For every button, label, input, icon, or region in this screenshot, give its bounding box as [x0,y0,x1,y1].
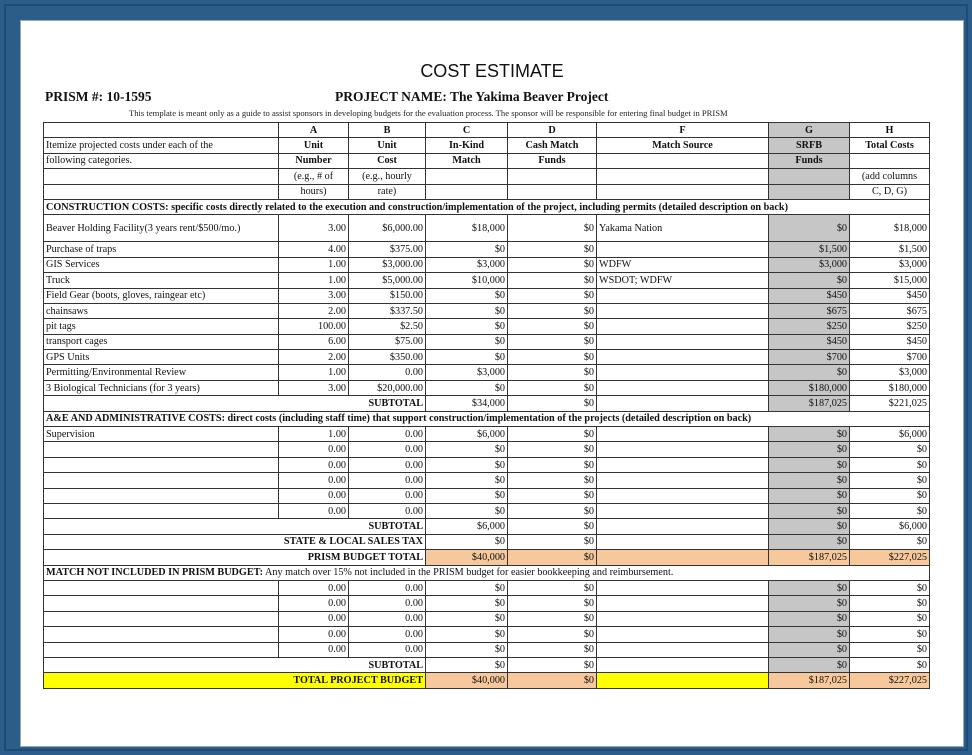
cash-match-cell: $0 [508,442,597,457]
total-cell: $0 [850,596,930,611]
srfb-cell: $0 [769,365,850,380]
unit-cost-header: Unit [349,138,426,153]
table-row [44,442,930,457]
column-header-row-4 [44,184,930,199]
cash-match-cell: $0 [508,457,597,472]
cash-match-cell: $0 [508,365,597,380]
total-cell: $0 [850,442,930,457]
unit-number-hint-2: hours) [279,184,349,199]
item-cell [44,442,279,457]
unit-number-cell: 0.00 [279,503,349,518]
in-kind-header: In-Kind [426,138,508,153]
in-kind-cell: $0 [426,319,508,334]
srfb-cell: $0 [769,488,850,503]
total-cell: $3,000 [850,365,930,380]
cash-match-cell: $0 [508,473,597,488]
in-kind-cell: $34,000 [426,396,508,411]
cash-match-cell: $0 [508,503,597,518]
col-letter-b: B [349,123,426,138]
template-note: This template is meant only as a guide to assist sponsors in developing budgets for the evaluation process. The sponsor will be responsible for entering final budget in PRISM [129,108,728,118]
srfb-cell: $450 [769,334,850,349]
total-cell: $180,000 [850,380,930,395]
unit-number-cell: 2.00 [279,303,349,318]
match-source-cell: WDFW [597,257,769,272]
in-kind-cell: $40,000 [426,550,508,565]
cash-match-cell: $0 [508,427,597,442]
itemize-label-2: following categories. [44,153,279,168]
item-cell [44,473,279,488]
item-cell: Beaver Holding Facility(3 years rent/$500/mo.) [44,215,279,242]
col-letter-f: F [597,123,769,138]
total-cell: $0 [850,534,930,549]
srfb-cell: $0 [769,503,850,518]
unit-number-cell: 0.00 [279,580,349,595]
match-header-description: Any match over 15% not included in the PRISM budget for easier bookkeeping and reimbursement. [263,567,674,579]
item-cell: GPS Units [44,350,279,365]
match-source-cell [597,442,769,457]
unit-number-cell: 0.00 [279,457,349,472]
item-cell: Permitting/Environmental Review [44,365,279,380]
table-row [44,380,930,395]
unit-number-cell: 2.00 [279,350,349,365]
cash-match-cell: $0 [508,334,597,349]
unit-cost-cell: $337.50 [349,303,426,318]
unit-number-cell: 1.00 [279,273,349,288]
in-kind-cell: $0 [426,303,508,318]
total-cell: $0 [850,642,930,657]
col-letter-h: H [850,123,930,138]
cash-match-cell: $0 [508,303,597,318]
window-frame [4,4,968,751]
unit-cost-cell: 0.00 [349,642,426,657]
match-source-cell [597,642,769,657]
sales-tax-row-label: STATE & LOCAL SALES TAX [44,534,426,549]
unit-cost-cell: 0.00 [349,457,426,472]
match-header [44,565,930,580]
match-header-text [44,565,930,580]
in-kind-cell: $0 [426,380,508,395]
table-row [44,334,930,349]
prism-budget-total [44,550,930,565]
unit-number-cell: 1.00 [279,427,349,442]
srfb-header-2: Funds [769,153,850,168]
cash-match-header: Cash Match [508,138,597,153]
match-source-cell [597,334,769,349]
srfb-cell: $0 [769,596,850,611]
total-cell: $675 [850,303,930,318]
table-row [44,488,930,503]
match-source-cell: Yakama Nation [597,215,769,242]
unit-cost-cell: 0.00 [349,611,426,626]
table-row [44,611,930,626]
itemize-label: Itemize projected costs under each of the [44,138,279,153]
in-kind-cell: $0 [426,473,508,488]
item-cell: transport cages [44,334,279,349]
srfb-cell: $0 [769,519,850,534]
srfb-cell: $0 [769,427,850,442]
item-cell [44,488,279,503]
cash-match-cell: $0 [508,550,597,565]
srfb-cell: $180,000 [769,380,850,395]
unit-number-cell: 0.00 [279,596,349,611]
unit-cost-cell: 0.00 [349,580,426,595]
column-header-row-3 [44,169,930,184]
unit-number-cell: 0.00 [279,488,349,503]
table-row [44,242,930,257]
unit-cost-cell: 0.00 [349,503,426,518]
srfb-cell: $0 [769,657,850,672]
col-letter-g: G [769,123,850,138]
total-cell: $0 [850,457,930,472]
in-kind-cell: $18,000 [426,215,508,242]
unit-cost-cell: $150.00 [349,288,426,303]
unit-cost-cell: $5,000.00 [349,273,426,288]
match-header-label: MATCH NOT INCLUDED IN PRISM BUDGET: [46,567,264,579]
item-cell [44,580,279,595]
unit-cost-cell: $2.50 [349,319,426,334]
unit-cost-cell: 0.00 [349,365,426,380]
cash-match-cell: $0 [508,673,597,688]
in-kind-cell: $40,000 [426,673,508,688]
table-row [44,365,930,380]
total-cell: $0 [850,473,930,488]
in-kind-cell: $0 [426,334,508,349]
total-cell: $1,500 [850,242,930,257]
table-row [44,273,930,288]
item-cell [44,642,279,657]
in-kind-cell: $0 [426,350,508,365]
table-row [44,473,930,488]
in-kind-cell: $0 [426,627,508,642]
total-costs-hint: (add columns [850,169,930,184]
unit-cost-cell: 0.00 [349,596,426,611]
match-source-cell [597,473,769,488]
srfb-cell: $0 [769,273,850,288]
total-cell: $0 [850,627,930,642]
total-costs-hint-2: C, D, G) [850,184,930,199]
match-source-cell [597,380,769,395]
match-source-cell [597,627,769,642]
unit-cost-hint-2: rate) [349,184,426,199]
col-letter-c: C [426,123,508,138]
cash-match-cell: $0 [508,288,597,303]
ae-subtotal-label: SUBTOTAL [44,519,426,534]
unit-cost-header-2: Cost [349,153,426,168]
in-kind-cell: $0 [426,642,508,657]
match-source-cell [597,319,769,334]
page-title: COST ESTIMATE [420,61,564,81]
srfb-cell: $187,025 [769,673,850,688]
srfb-cell: $0 [769,215,850,242]
match-source-cell [597,519,769,534]
in-kind-cell: $3,000 [426,257,508,272]
in-kind-cell: $6,000 [426,427,508,442]
unit-number-cell: 4.00 [279,242,349,257]
cash-match-cell: $0 [508,319,597,334]
unit-number-header: Unit [279,138,349,153]
table-row [44,319,930,334]
col-letter-a: A [279,123,349,138]
prism-number: PRISM #: 10-1595 [45,89,152,104]
unit-number-cell: 1.00 [279,257,349,272]
total-cell: $700 [850,350,930,365]
unit-number-cell: 6.00 [279,334,349,349]
in-kind-cell: $3,000 [426,365,508,380]
unit-cost-cell: $375.00 [349,242,426,257]
total-project-budget [44,673,930,688]
srfb-cell: $0 [769,642,850,657]
in-kind-cell: $0 [426,580,508,595]
table-row [44,580,930,595]
match-source-cell [597,611,769,626]
item-cell: Field Gear (boots, gloves, raingear etc) [44,288,279,303]
in-kind-cell: $6,000 [426,519,508,534]
ae-subtotal [44,519,930,534]
col-letter-d: D [508,123,597,138]
match-source-header: Match Source [597,138,769,153]
item-cell [44,503,279,518]
total-cell: $450 [850,334,930,349]
match-source-cell [597,580,769,595]
cash-match-cell: $0 [508,380,597,395]
match-source-cell: WSDOT; WDFW [597,273,769,288]
cash-match-cell: $0 [508,350,597,365]
table-row [44,427,930,442]
unit-number-cell: 0.00 [279,611,349,626]
total-cell: $227,025 [850,550,930,565]
unit-cost-cell: 0.00 [349,442,426,457]
unit-cost-cell: 0.00 [349,488,426,503]
ae-header-text: A&E AND ADMINISTRATIVE COSTS: direct costs (including staff time) that support construction/implementation of the projects (detailed description on back) [44,411,930,426]
item-cell: Truck [44,273,279,288]
in-kind-cell: $0 [426,657,508,672]
table-row [44,503,930,518]
srfb-cell: $675 [769,303,850,318]
unit-number-cell: 0.00 [279,642,349,657]
srfb-cell: $1,500 [769,242,850,257]
total-cell: $450 [850,288,930,303]
match-source-cell [597,288,769,303]
ae-header [44,411,930,426]
srfb-header: SRFB [769,138,850,153]
unit-cost-cell: $350.00 [349,350,426,365]
table-row [44,257,930,272]
cash-match-cell: $0 [508,611,597,626]
total-project-budget-label: TOTAL PROJECT BUDGET [44,673,426,688]
cash-match-cell: $0 [508,580,597,595]
cash-match-cell: $0 [508,627,597,642]
in-kind-cell: $0 [426,503,508,518]
unit-cost-hint: (e.g., hourly [349,169,426,184]
unit-cost-cell: 0.00 [349,627,426,642]
construction-header [44,199,930,214]
total-costs-header: Total Costs [850,138,930,153]
unit-cost-cell: $6,000.00 [349,215,426,242]
match-source-cell [597,673,769,688]
construction-header-text: CONSTRUCTION COSTS: specific costs directly related to the execution and construction/implementation of the project, including permits (detailed description on back) [44,199,930,214]
total-cell: $227,025 [850,673,930,688]
item-cell [44,627,279,642]
in-kind-cell: $0 [426,442,508,457]
cost-estimate-table [43,122,930,689]
in-kind-cell: $0 [426,242,508,257]
item-cell: GIS Services [44,257,279,272]
prism-budget-total-label: PRISM BUDGET TOTAL [44,550,426,565]
unit-cost-cell: 0.00 [349,473,426,488]
unit-number-cell: 3.00 [279,380,349,395]
srfb-cell: $0 [769,580,850,595]
unit-cost-cell: $3,000.00 [349,257,426,272]
total-cell: $0 [850,488,930,503]
srfb-cell: $0 [769,611,850,626]
item-cell: pit tags [44,319,279,334]
match-subtotal-label: SUBTOTAL [44,657,426,672]
total-cell: $221,025 [850,396,930,411]
cash-match-cell: $0 [508,657,597,672]
cash-match-cell: $0 [508,396,597,411]
item-cell [44,611,279,626]
total-cell: $0 [850,503,930,518]
srfb-cell: $0 [769,457,850,472]
project-name: PROJECT NAME: The Yakima Beaver Project [335,89,609,104]
table-row [44,642,930,657]
cash-match-cell: $0 [508,642,597,657]
table-row [44,596,930,611]
srfb-cell: $0 [769,534,850,549]
total-cell: $3,000 [850,257,930,272]
in-kind-cell: $0 [426,611,508,626]
unit-number-cell: 3.00 [279,215,349,242]
unit-number-cell: 0.00 [279,473,349,488]
column-header-row-1 [44,138,930,153]
cash-match-cell: $0 [508,534,597,549]
in-kind-cell: $0 [426,288,508,303]
total-cell: $6,000 [850,427,930,442]
total-cell: $250 [850,319,930,334]
cash-match-cell: $0 [508,519,597,534]
in-kind-cell: $10,000 [426,273,508,288]
item-cell [44,457,279,472]
construction-subtotal-label: SUBTOTAL [44,396,426,411]
total-cell: $0 [850,580,930,595]
match-source-cell [597,657,769,672]
srfb-cell: $187,025 [769,396,850,411]
unit-number-hint: (e.g., # of [279,169,349,184]
total-cell: $0 [850,657,930,672]
srfb-cell: $0 [769,442,850,457]
unit-cost-cell: $75.00 [349,334,426,349]
sales-tax-row [44,534,930,549]
in-kind-cell: $0 [426,488,508,503]
match-source-cell [597,457,769,472]
item-cell: Supervision [44,427,279,442]
column-letter-row [44,123,930,138]
cash-match-header-2: Funds [508,153,597,168]
unit-number-cell: 1.00 [279,365,349,380]
match-source-cell [597,396,769,411]
total-cell: $0 [850,611,930,626]
srfb-cell: $3,000 [769,257,850,272]
construction-subtotal [44,396,930,411]
item-cell: Purchase of traps [44,242,279,257]
match-source-cell [597,488,769,503]
total-cell: $6,000 [850,519,930,534]
table-row [44,215,930,242]
unit-number-cell: 3.00 [279,288,349,303]
match-source-cell [597,303,769,318]
cash-match-cell: $0 [508,242,597,257]
match-source-cell [597,534,769,549]
table-row [44,457,930,472]
table-row [44,627,930,642]
match-source-cell [597,550,769,565]
column-header-row-2 [44,153,930,168]
total-cell: $15,000 [850,273,930,288]
match-source-cell [597,427,769,442]
match-source-cell [597,350,769,365]
in-kind-cell: $0 [426,596,508,611]
cash-match-cell: $0 [508,488,597,503]
table-row [44,303,930,318]
unit-cost-cell: $20,000.00 [349,380,426,395]
srfb-cell: $187,025 [769,550,850,565]
table-row [44,288,930,303]
srfb-cell: $700 [769,350,850,365]
item-cell: 3 Biological Technicians (for 3 years) [44,380,279,395]
table-row [44,350,930,365]
match-subtotal [44,657,930,672]
srfb-cell: $0 [769,473,850,488]
cash-match-cell: $0 [508,257,597,272]
cash-match-cell: $0 [508,215,597,242]
srfb-cell: $0 [769,627,850,642]
in-kind-header-2: Match [426,153,508,168]
unit-number-cell: 0.00 [279,442,349,457]
total-cell: $18,000 [850,215,930,242]
unit-number-header-2: Number [279,153,349,168]
match-source-cell [597,503,769,518]
item-cell: chainsaws [44,303,279,318]
document-page [20,20,964,747]
match-source-cell [597,596,769,611]
in-kind-cell: $0 [426,457,508,472]
match-source-cell [597,365,769,380]
unit-cost-cell: 0.00 [349,427,426,442]
unit-number-cell: 100.00 [279,319,349,334]
srfb-cell: $250 [769,319,850,334]
srfb-cell: $450 [769,288,850,303]
match-source-cell [597,242,769,257]
cash-match-cell: $0 [508,273,597,288]
cash-match-cell: $0 [508,596,597,611]
in-kind-cell: $0 [426,534,508,549]
unit-number-cell: 0.00 [279,627,349,642]
item-cell [44,596,279,611]
